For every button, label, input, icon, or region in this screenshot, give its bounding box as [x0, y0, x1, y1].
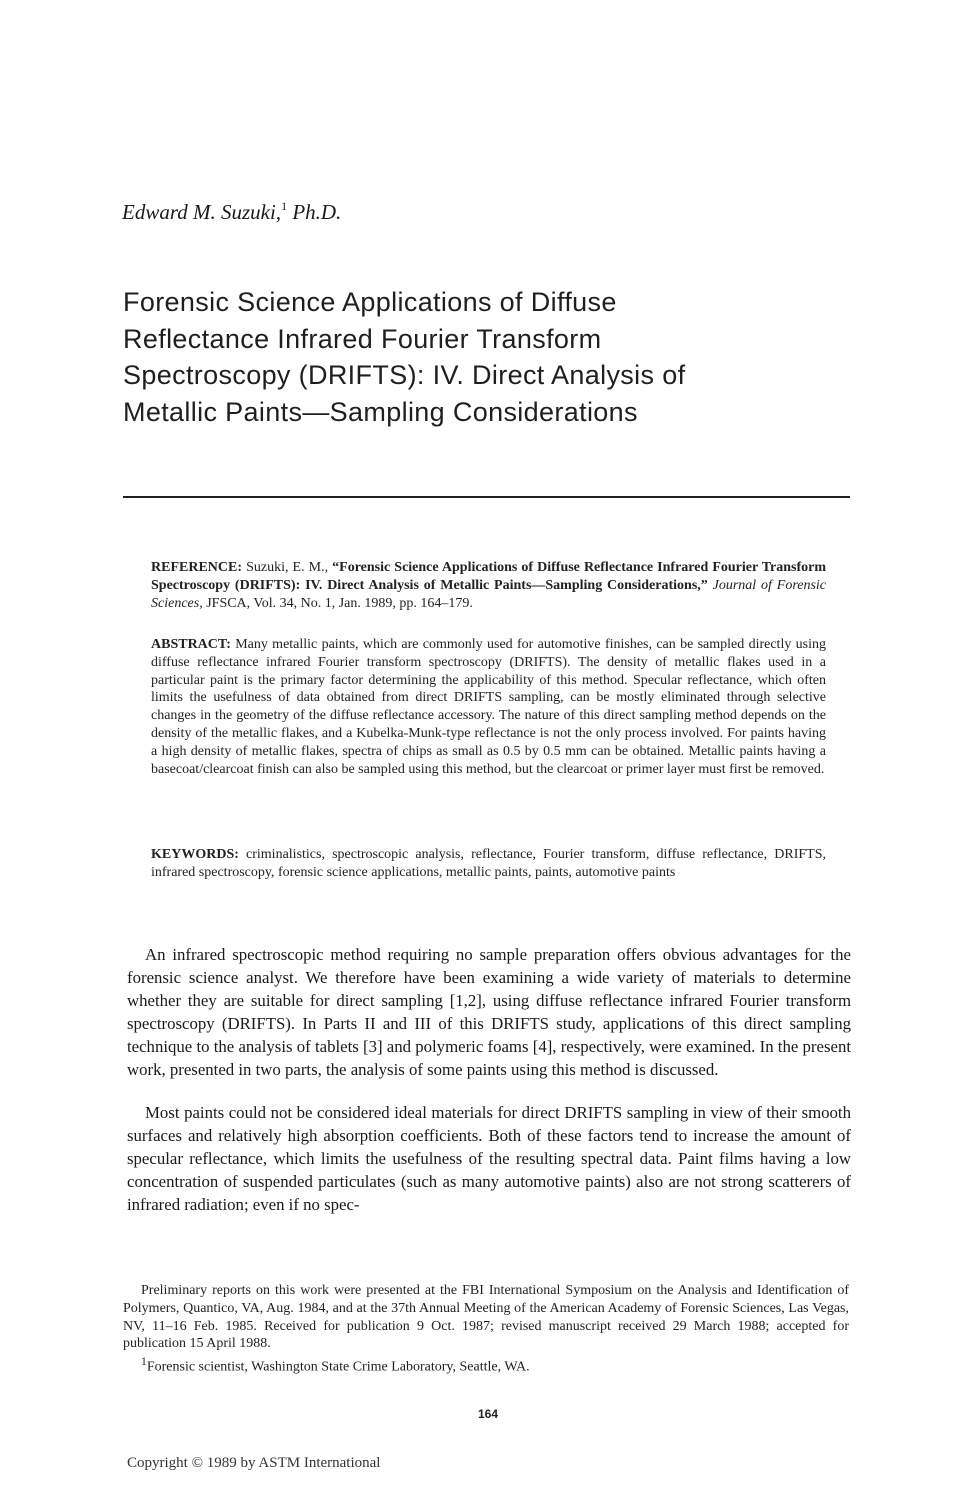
reference-details: JFSCA, Vol. 34, No. 1, Jan. 1989, pp. 164–179.: [206, 595, 473, 611]
footnotes: [123, 1282, 849, 1377]
copyright-notice: Copyright © 1989 by ASTM International: [127, 1455, 381, 1471]
reference-title: “Forensic Science Applications of Diffuse Reflectance Infrared Fourier Transform Spectroscopy (DRIFTS): IV. Direct Analysis of Metallic Paints—Sampling Considerations,”: [151, 560, 827, 593]
footnote-1-text: Forensic scientist, Washington State Crime Laboratory, Seattle, WA.: [146, 1359, 530, 1375]
abstract-label: ABSTRACT:: [151, 637, 231, 652]
author-footnote-mark: 1: [281, 199, 288, 213]
title-line-4: Metallic Paints—Sampling Considerations: [123, 396, 638, 427]
title-line-1: Forensic Science Applications of Diffuse: [123, 287, 617, 317]
keywords-block: [151, 846, 826, 882]
keywords-label: KEYWORDS:: [151, 847, 239, 862]
body-paragraph-1: An infrared spectroscopic method requiring no sample preparation offers obvious advantages for the forensic science analyst. We therefore have been examining a wide variety of materials to determine whether they are suitable for direct sampling [1,2], using diffuse reflectance infrared Fourier transform spectroscopy (DRIFTS). In Parts II and III of this DRIFTS study, applications of this direct sampling technique to the analysis of tablets [3] and polymeric foams [4], respectively, were examined. In the present work, presented in two parts, the analysis of some paints using this method is discussed.: [127, 945, 851, 1079]
abstract-text: Many metallic paints, which are commonly used for automotive finishes, can be sampled directly using diffuse reflectance infrared Fourier transform spectroscopy (DRIFTS). The density of metallic flakes used in a particular paint is the primary factor determining the applicability of this method. Specular reflectance, which often limits the usefulness of data obtained from direct DRIFTS sampling, can be mostly eliminated through selective changes in the geometry of the diffuse reflectance accessory. The nature of this direct sampling method depends on the density of the metallic flakes, and a Kubelka-Munk-type reflectance is not the only process involved. For paints having a high density of metallic flakes, spectra of chips as small as 0.5 by 0.5 mm can be obtained. Metallic paints having a basecoat/clearcoat finish can also be sampled using this method, but the clearcoat or primer layer must first be removed.: [151, 637, 826, 777]
page-number: 164: [477, 1407, 499, 1421]
reference-label: REFERENCE:: [151, 560, 243, 575]
keywords-text: criminalistics, spectroscopic analysis, reflectance, Fourier transform, diffuse reflectance, DRIFTS, infrared spectroscopy, forensic science applications, metallic paints, paints, automotive paints: [151, 847, 827, 880]
footnote-preliminary: Preliminary reports on this work were presented at the FBI International Symposium on the Analysis and Identification of Polymers, Quantico, VA, Aug. 1984, and at the 37th Annual Meeting of the American Academy of Forensic Sciences, Las Vegas, NV, 11–16 Feb. 1985. Received for publication 9 Oct. 1987; revised manuscript received 29 March 1988; accepted for publication 15 April 1988.: [123, 1283, 849, 1352]
reference-journal: Journal of Forensic Sciences,: [151, 577, 827, 611]
reference-authors: Suzuki, E. M.,: [246, 560, 329, 575]
abstract-block: [151, 636, 826, 778]
author-degree: Ph.D.: [292, 200, 342, 224]
author-name: Edward M. Suzuki,: [122, 200, 282, 224]
body-paragraph-2: Most paints could not be considered ideal materials for direct DRIFTS sampling in view of their smooth surfaces and relatively high absorption coefficients. Both of these factors tend to increase the amount of specular reflectance, which limits the usefulness of the resulting spectral data. Paint films having a low concentration of suspended particulates (such as many automotive paints) also are not strong scatterers of infrared radiation; even if no spec-: [127, 1103, 851, 1214]
footnote-1-mark: 1: [141, 1355, 147, 1369]
footnote-1: [123, 1353, 849, 1376]
title-line-3: Spectroscopy (DRIFTS): IV. Direct Analysis of: [123, 360, 686, 390]
title-line-2: Reflectance Infrared Fourier Transform: [123, 323, 602, 354]
article-title: [123, 284, 883, 430]
author-line: [122, 199, 341, 225]
title-divider: [123, 496, 850, 498]
reference-block: [151, 559, 826, 612]
